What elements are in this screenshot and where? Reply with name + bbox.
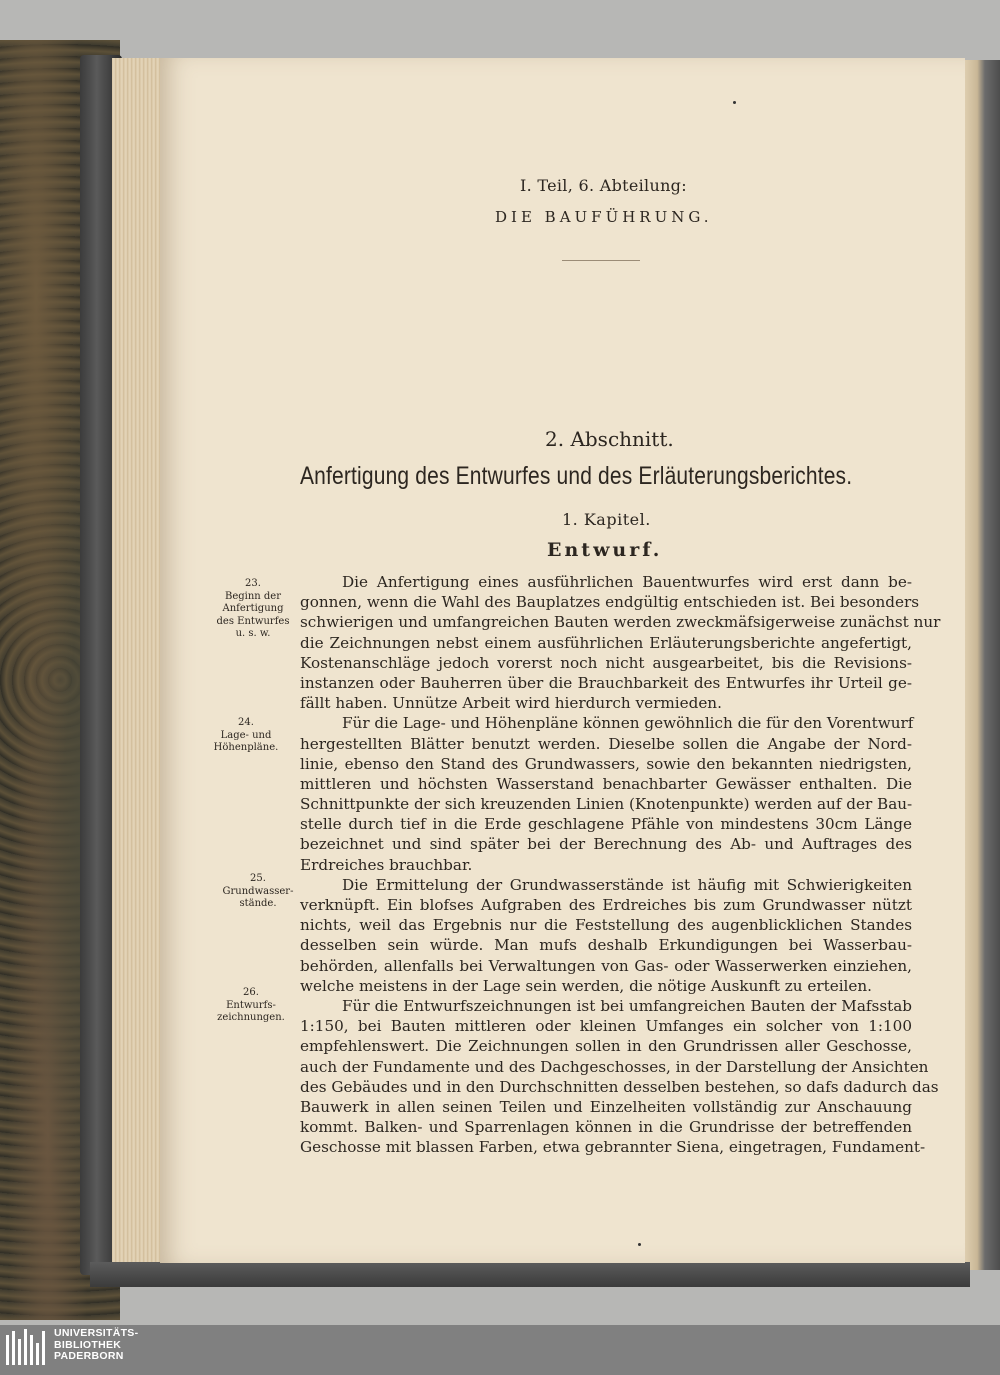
margin-note-line: des Entwurfes [216,615,290,627]
body-line: verknüpft. Ein blofses Aufgraben des Erdreiches bis zum Grundwasser nützt [300,896,912,914]
page-speck [733,101,736,104]
footer-bar [0,1325,1000,1375]
body-line: mittleren und höchsten Wasserstand benachbarter Gewässer enthalten. Die [300,774,912,793]
body-line: behörden, allenfalls bei Verwaltungen von Gas- oder Wasserwerken einziehen, [300,956,912,975]
margin-note-line: Beginn der [224,590,282,602]
margin-note-line: Entwurfs- [226,999,276,1011]
margin-note-26 [201,987,301,1025]
body-line: Für die Entwurfszeichnungen ist bei umfangreichen Bauten der Mafsstab [342,996,912,1015]
library-name-line: UNIVERSITÄTS- [54,1327,139,1339]
body-line: empfehlenswert. Die Zeichnungen sollen in den Grundrissen aller Geschosse, [300,1037,912,1056]
kapitel-heading: 1. Kapitel. [562,510,651,529]
body-line: Geschosse mit blassen Farben, etwa gebrannter Siena, eingetragen, Fundament- [300,1138,926,1157]
margin-note-line: zeichnungen. [217,1012,285,1023]
margin-note-line: stände. [239,898,277,909]
margin-note-number: 23. [245,578,261,589]
margin-note-line: Lage- und [220,729,272,741]
body-line: hergestellten Blätter benutzt werden. Dieselbe sollen die Angabe der Nord- [300,734,912,753]
body-line: welche meistens in der Lage sein werden, die nötige Auskunft zu erteilen. [300,976,873,995]
body-text [300,572,941,1157]
body-line: auch der Fundamente und des Dachgeschosses, in der Darstellung der Ansichten [300,1057,929,1076]
running-title: I. Teil, 6. Abteilung: [520,176,687,195]
body-line: bezeichnet und sind später bei der Berechnung des Ab- und Auftrages des [300,835,912,854]
body-line: schwierigen und umfangreichen Bauten werden zweckmäfsigerweise zunächst nur [300,613,941,632]
body-line: desselben sein würde. Man mufs deshalb Erkundigungen bei Wasserbau- [300,936,912,955]
bottom-cover-edge [90,1262,970,1287]
body-line: Schnittpunkte der sich kreuzenden Linien (Knotenpunkte) werden auf der Bau- [300,795,913,814]
body-line: Für die Lage- und Höhenpläne können gewöhnlich die für den Vorentwurf [342,714,914,733]
abschnitt-heading: 2. Abschnitt. [545,427,674,451]
kapitel-title: Entwurf. [547,539,663,561]
library-name-line: PADERBORN [54,1350,124,1362]
margin-note-line: Höhenpläne. [213,742,279,753]
margin-note-24 [196,717,296,755]
right-cover-edge [962,60,1000,1270]
margin-note-line: u. s. w. [235,628,271,639]
margin-note-line: Anfertigung [222,603,284,614]
margin-note-25 [208,873,308,911]
margin-note-23 [203,578,303,641]
chapter-title: Anfertigung des Entwurfes und des Erläuterungsberichtes. [300,462,853,490]
divider-rule [562,260,640,261]
body-line: nichts, weil das Ergebnis nur die Feststellung des augenblicklichen Standes [300,916,912,935]
body-line: kommt. Balken- und Sparrenlagen können in die Grundrisse der betreffenden [300,1118,912,1137]
body-line: linie, ebenso den Stand des Grundwassers, sowie den bekannten niedrigsten, [300,754,912,773]
body-line: instanzen oder Bauherren über die Brauchbarkeit des Entwurfes ihr Urteil ge- [300,673,912,692]
page-speck [638,1243,641,1246]
margin-note-number: 24. [238,717,254,728]
body-line: Kostenanschläge jedoch vorerst noch nicht ausgearbeitet, bis die Revisions- [300,653,912,672]
margin-note-number: 25. [250,873,266,884]
body-line: Bauwerk in allen seinen Teilen und Einzelheiten vollständig zur Anschauung [300,1097,912,1116]
body-line: Die Ermittelung der Grundwasserstände ist häufig mit Schwierigkeiten [342,875,912,894]
body-line: gonnen, wenn die Wahl des Bauplatzes endgültig entschieden ist. Bei besonders [300,593,920,612]
body-line: des Gebäudes und in den Durchschnitten desselben bestehen, so dafs dadurch das [300,1077,939,1096]
body-line: Die Anfertigung eines ausführlichen Bauentwurfes wird erst dann be- [342,573,912,591]
margin-note-line: Grundwasser- [222,885,294,897]
library-name-line: BIBLIOTHEK [54,1338,122,1351]
body-line: die Zeichnungen nebst einem ausführlichen Erläuterungsberichte angefertigt, [300,633,912,652]
body-line: fällt haben. Unnütze Arbeit wird hierdurch vermieden. [300,694,722,713]
body-line: Erdreiches brauchbar. [300,855,473,874]
library-logo-icon [6,1329,50,1365]
body-line: 1:150, bei Bauten mittleren oder kleinen Umfanges ein solcher von 1:100 [300,1017,912,1036]
margin-note-number: 26. [243,987,259,998]
section-title: DIE BAUFÜHRUNG. [495,208,713,226]
library-logo-text [54,1328,138,1363]
body-line: stelle durch tief in die Erde geschlagene Pfähle von mindestens 30cm Länge [300,815,912,834]
